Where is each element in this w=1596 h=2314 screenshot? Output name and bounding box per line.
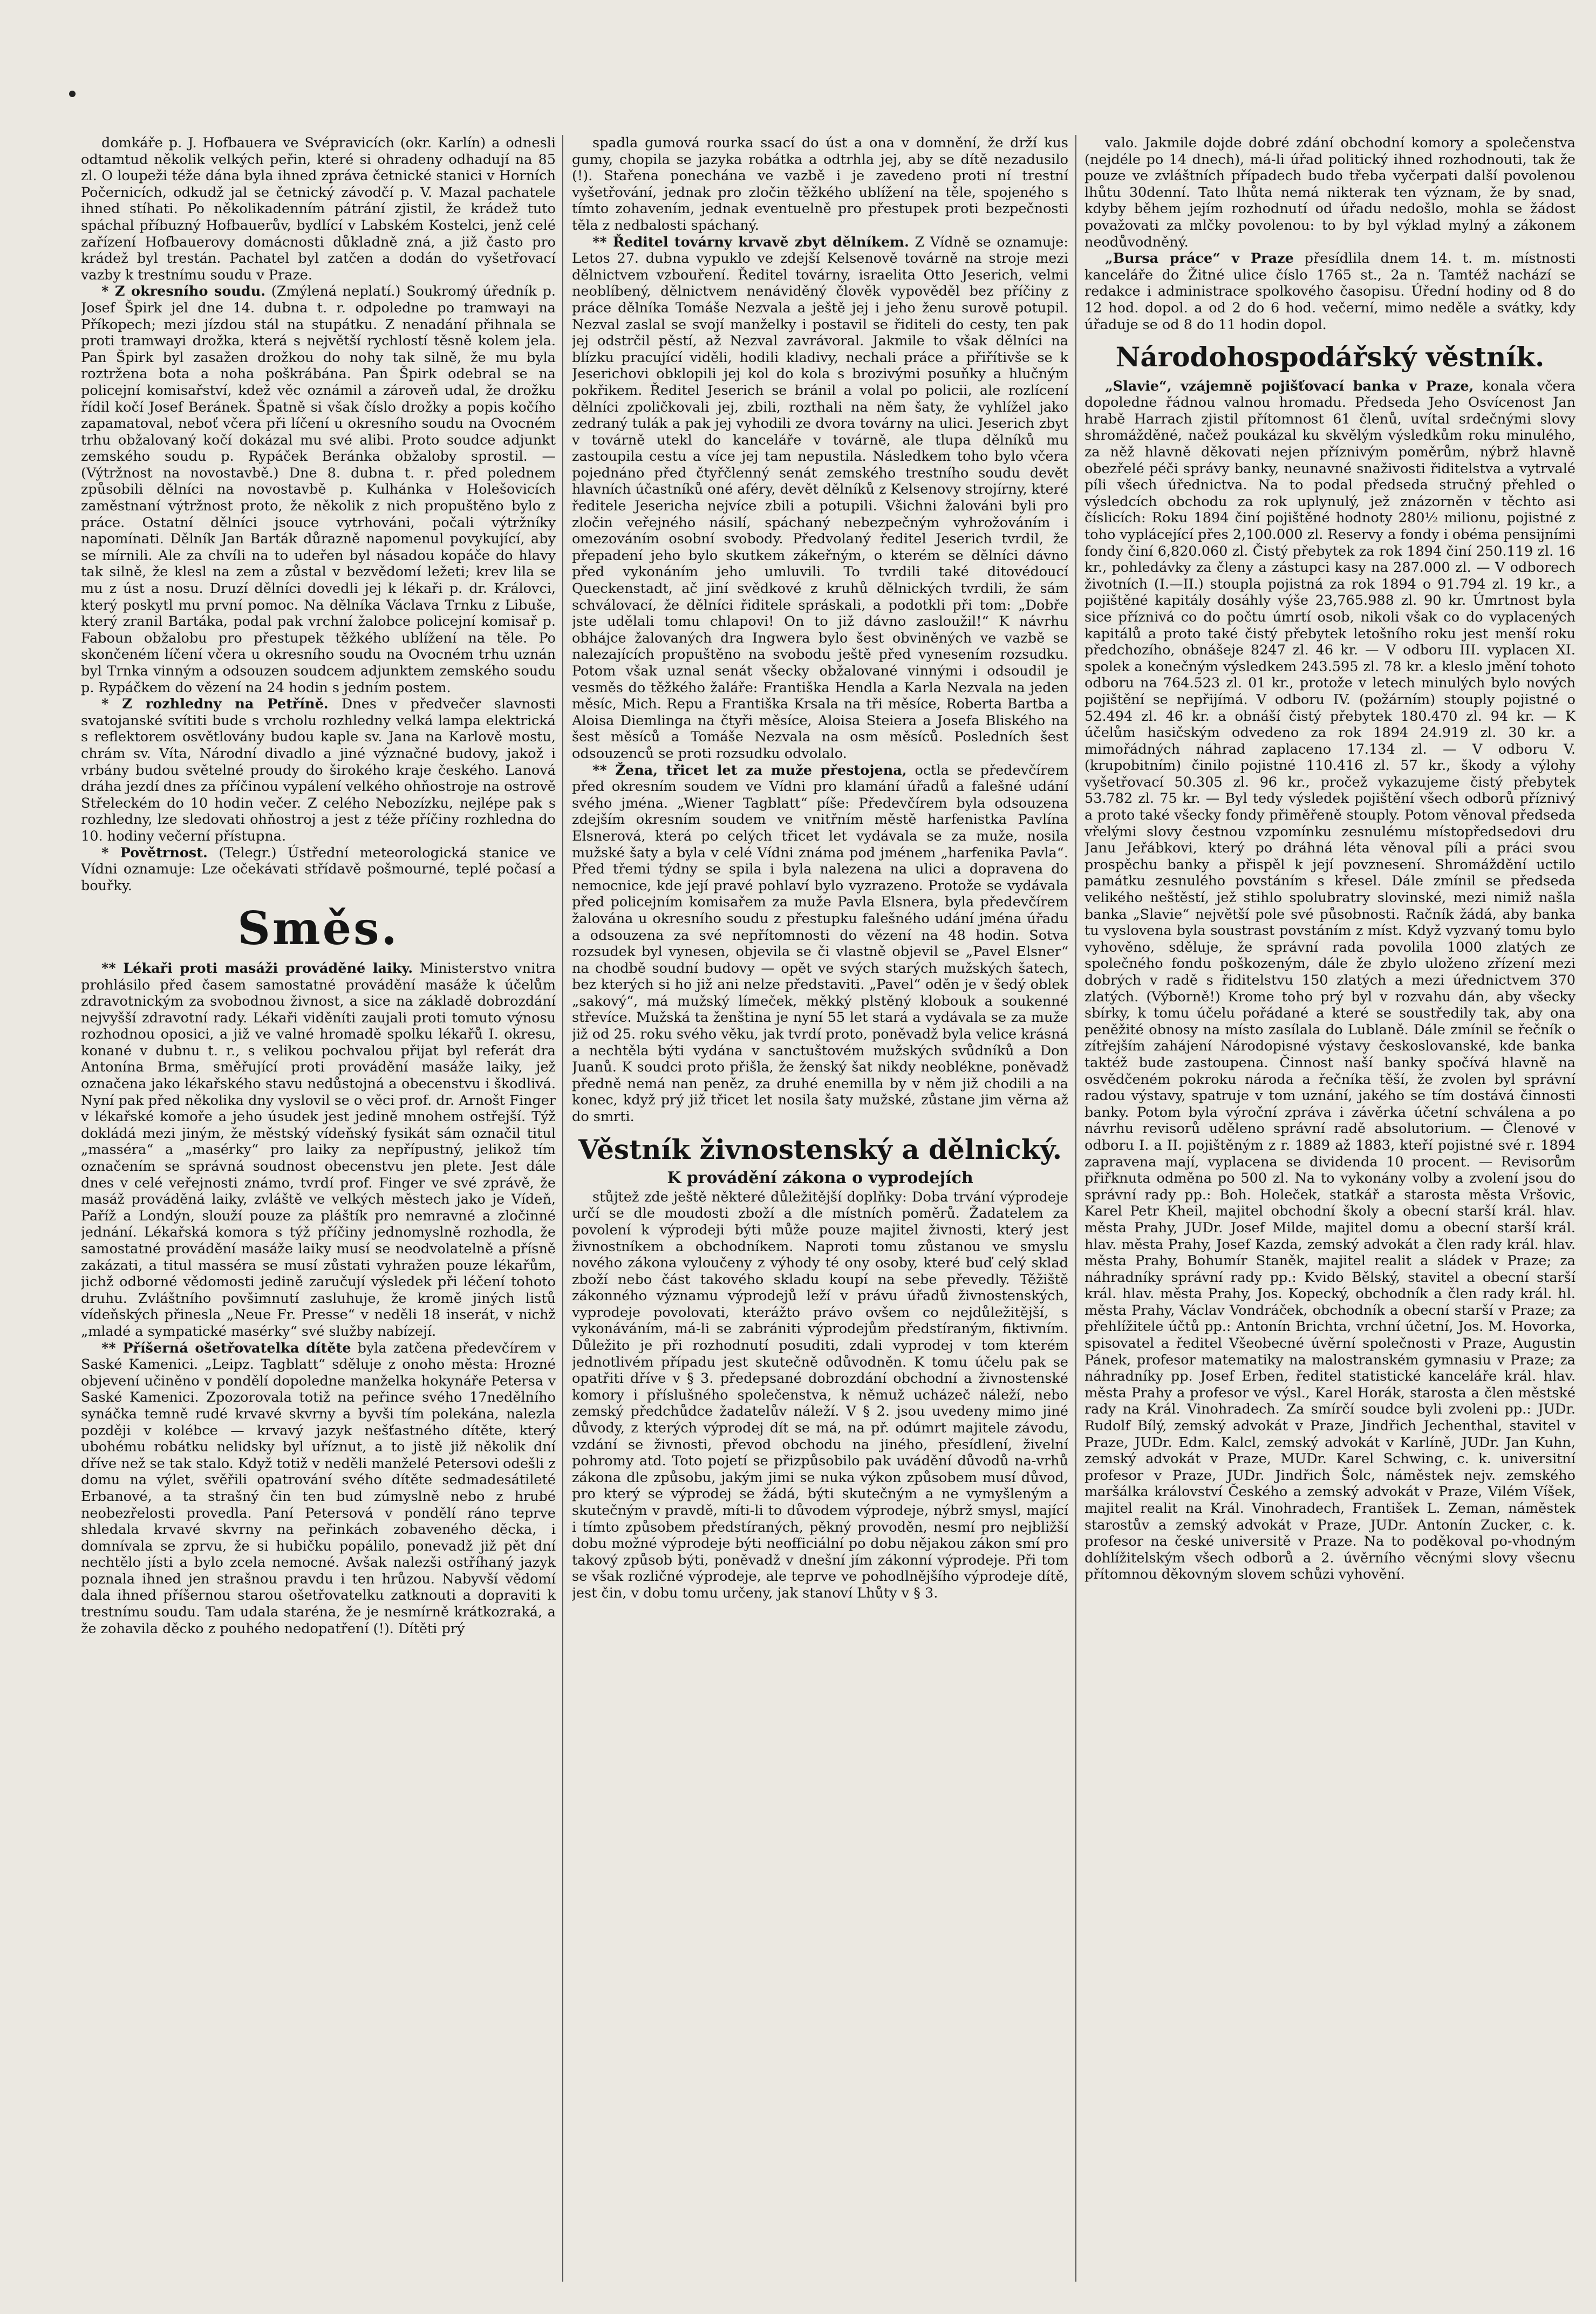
article-title: ** Příšerná ošetřovatelka dítěte xyxy=(101,1340,351,1356)
article-woman-as-man xyxy=(572,762,1068,1125)
article-title: * Z okresního soudu. xyxy=(101,283,266,300)
article-nurse-continued: spadla gumová rourka ssací do úst a ona v domnění, že drží kus gumy, chopila se jazyka robátka a odtrhla jej, aby se dítě nezadusilo (!). Stařena ponechána ve vazbě i je zavedeno proti ní trestní vyšetřování, jednak pro zločin těžkého ublížení na těle, spojeného s tímto zohavením, jednak eventuelně pro přestupek proti bezpečnosti těla z nedbalosti spáchaný. xyxy=(572,135,1068,234)
article-body: přesídlila dnem 14. t. m. místnosti kanceláře do Žitné ulice číslo 1765 st., 2a n. Tamtéž nachází se redakce i administrace spolkového časopisu. Úřední hodiny od 8 do 12 hod. dopol. a od 2 do 6 hod. večerní, mimo neděle a svátky, kdy úřaduje se od 8 do 11 hodin dopol. xyxy=(1085,250,1575,333)
article-petrin-tower xyxy=(81,696,556,844)
article-title: * Povětrnost. xyxy=(101,844,208,861)
article-body: (Telegr.) Ústřední meteorologická stanice ve Vídni oznamuje: Lze očekávati střídavě pošmourné, teplé počasí a bouřky. xyxy=(81,844,556,894)
column-rule-right xyxy=(1075,135,1076,2282)
section-heading-smes: Směs. xyxy=(237,902,399,955)
column-left xyxy=(81,135,556,2282)
article-title: „Slavie“, vzájemně pojišťovací banka v Praze, xyxy=(1105,378,1474,394)
article-body: konala včera dopoledne řádnou valnou hromadu. Předseda Jeho Osvícenost Jan hrabě Harrach zjistil přítomnost 61 členů, uvítal srdečnými slovy shromážděné, načež poukázal ku skvělým výsledkům roku minulého, za něž hlavně děkovati nejen příznivým poměrům, nýbrž hlavně obezřelé péči správy banky, neunavné snaživosti řiditelstva a vytrvalé píli všech úřednictva. Na to podal předseda stručný přehled o výsledcích obchodu za rok uplynulý, jež znázorněn v těchto asi číslicích: Roku 1894 činí pojištěné hodnoty 280½ milionu, pojistné z toho vyplácející přes 2,100.000 zl. Reservy a fondy i obéma pensijními fondy činí 6,820.060 zl. Čistý přebytek za rok 1894 činí 250.119 zl. 16 kr., pohledávky za členy a zástupci kasy na 287.000 zl. — V odborech životních (I.—II.) stoupla pojistná za rok 1894 o 91.794 zl. 19 kr., a pojištěné kapitály dosáhly výše 23,765.988 zl. 90 kr. Úmrtnost byla sice příznivá co do počtu úmrtí osob, nikoli však co do vyplacených kapitálů a proto také čistý přebytek letošního roku jest menší roku předchozího, obnášeje 8247 zl. 46 kr. — V odboru III. vyplacen XI. spolek a konečným výsledkem 243.595 zl. 78 kr. a kleslo jmění tohoto odboru na 764.523 zl. 01 kr., protože v letech minulých bylo nových pojištění se nepřijímá. V odboru IV. (požárním) stouply pojistné o 52.494 zl. 46 kr. a obnáší čistý přebytek 180.470 zl. 94 kr. — K účelům hasičským odvedeno za rok 1894 24.919 zl. 30 kr. a mimořádných náhrad zaplaceno 17.134 zl. — V odboru V. (krupobitním) činilo pojistné 110.416 zl. 57 kr., škody a výlohy vyšetřovací 50.305 zl. 96 kr., pročež vykazujeme čistý přebytek 53.782 zl. 75 kr. — Byl tedy výsledek pojištění všech odborů příznivý a proto také všecky fondy přiměřeně stouply. Potom věnoval předseda vřelými slovy čestnou vzpomínku zesnulému místopředsedovi dru Janu Jeřábkovi, který po dráhná léta věnoval píli a práci svou prospěchu banky a přispěl k její povznesení. Shromáždění uctilo památku zesnulého povstáním s křesel. Dále zmínil se předseda velikého neštěstí, jež stihlo spolubratry slovinské, mezi nimiž našla banka „Slavie“ největší pole své působnosti. Račník žádá, aby banka tu vyslovena byla soustrast povstáním z míst. Když vyzvaný tomu bylo vyhověno, sděluje, že správní rada povolila 1000 zlatých ze společného fondu poškozeným, dále že zbylo uloženo zřízení mezi dobrých v radě s řiditelstvu 150 zlatých a mezi úřednictvem 370 zlatých. (Výborně!) Krome toho prý byl v rozvahu dán, aby všecky sbírky, k tomu účelu pořádané a které se soustředily tak, aby ona peněžité obnosy na místo zasílala do Lublaně. Dále zmínil se řečník o zítřejším zahájení Národopisné výstavy českoslovanské, kde banka taktéž bude zastoupena. Činnost naší banky spočívá hlavně na osvědčeném pokroku národa a řečníka těší, že zvolen byl správní radou výstavy, spatruje v tom uznání, jakého se tím dostává činnosti banky. Potom byla výroční zpráva i závěrka účetní schválena a po návrhu revisorů uděleno správní radě absolutorium. — Členové v odboru I. a II. pojištěným z r. 1889 až 1883, kteří pojistné své r. 1894 zapravena mají, vyplacena se dividenda 10 procent. — Revisorům přiřknuta odměna po 500 zl. Na to vykonány volby a zvolení jsou do správní rady pp.: Boh. Holeček, statkář a starosta města Vršovic, Karel Petr Kheil, majitel obchodní školy a obecní starší král. hlav. města Prahy, JUDr. Josef Milde, majitel domu a obecní starší král. hlav. města Prahy, Josef Kazda, zemský advokát a člen rady král. hlav. města Prahy, Bohumír Staněk, majitel realit a sládek v Praze; za náhradníky správní rady pp.: Kvido Bělský, stavitel a obecní starší král. hlav. města Prahy, Jos. Kopecký, obchodník a člen rady král. hl. města Prahy, Václav Vondráček, obchodník a obecní starší v Praze; za přehlížitele účtů pp.: Antonín Brichta, vrchní účetní, Jos. M. Hovorka, spisovatel a ředitel Všeobecné úvěrní společnosti v Praze, Augustin Pánek, profesor matematiky na malostranském gymnasiu v Praze; za náhradníky pp. Josef Erben, ředitel statistické kanceláře král. hlav. města Prahy a profesor ve výsl., Karel Horák, starosta a člen městské rady na Král. Vinohradech. Za smírčí soudce byli zvoleni pp.: JUDr. Rudolf Bílý, zemský advokát v Praze, Jindřich Jechenthal, stavitel v Praze, JUDr. Edm. Kalcl, zemský advokát v Karlíně, JUDr. Jan Kuhn, zemský advokát v Praze, MUDr. Karel Schwing, c. k. universitní profesor v Praze, JUDr. Jindřich Šolc, náměstek nejv. zemského maršálka království Českého a zemský advokát v Praze, Vilém Víšek, majitel realit na Král. Vinohradech, František L. Zeman, náměstek starostův a zemský advokát v Praze, JUDr. Antonín Zucker, c. k. profesor na české universitě v Praze. Na to poděkoval po-vhodným dohlížitelským všech odborů a 2. úvěrního věcnými slovy všecnu přítomnou děkovným slovem schůzi vyhovění. xyxy=(1085,378,1575,1583)
article-body: Dnes v předvečer slavnosti svatojanské svítiti bude s vrcholu rozhledny velká lampa elektrická s reflektorem osvětlovány budou kaple sv. Jana na Karlově mostu, chrám sv. Víta, Národní divadlo a jiné význačné budovy, jakož i vrbány budou světelné proudy do širokého kraje českého. Lanová dráha jezdí dnes za příčinou vypálení velkého ohňostroje na ostrově Střeleckém do 10 hodin večer. Z celého Nebozízku, nejlépe pak s rozhledny, lze sledovati ohňostroj a jest z téže příčiny rozhledna do 10. hodiny večerní přístupna. xyxy=(81,696,556,844)
article-slavie-bank xyxy=(1085,378,1575,1583)
article-bursa-prace xyxy=(1085,250,1575,333)
article-sales-law: stůjtež zde ještě některé důležitější doplňky: Doba trvání výprodeje určí se dle moudosti zboží a dle místních poměrů. Žadatelem za povolení k výprodeji býti může pouze majitel živnosti, který jest živnostníkem a obchodníkem. Naproti tomu zůstanou ve smyslu nového zákona vyloučeny z výhody té ony osoby, které buď celý sklad zboží nebo část takového skladu koupí na sebe převedly. Těžiště zákonného významu výprodejů leží v právu úřadů živnostenských, vyprodeje povolovati, kterážto právo ovšem co nejdůležitější, s vykonáváním, má-li se zabrániti výprodejům předstíraným, fiktivním. Důležito je při rozhodnutí posuditi, zdali vyprodej v tom kterém jednotlivém případu jest skutečně odůvodněn. K tomu účelu pak se opatřiti dříve v § 3. předepsané dobrozdání obchodní a živnostenské komory i příslušného společenstva, k němuž ucházeč náleží, nebo zemský předchůdce žadatelův náleží. V § 2. jsou uvedeny mimo jiné důvody, z kterých výprodej dít se má, na př. odúmrt majitele závodu, vzdání se živnosti, převod obchodu na jiného, přesídlení, živelní pohromy atd. Toto pojetí se přizpůsobilo pak uvádění důvodů na-vrhů zákona dle způsobu, jakým jimi se nuka výkon způsobem musí důvod, pro který se výprodej se žádá, býti skutečným a ne vymyšleným a skutečným v pravdě, míti-li to důvodem výprodeje, nýbrž smysl, mající i tímto způsobem předstíraných, pěkný provoděn, nesmí pro nejbližší dobu možné výprodeje býti neofficiální po dobu nějakou zákon smí pro takový způsob býti, poněvadž v dnešní jím zákonní výprodeje. Při tom se však rozličné výprodeje, ale teprve ve pohodlnějšího výprodeje dítě, jest čin, v dobu tomu určeny, jak stanoví Lhůty v § 3. xyxy=(572,1189,1068,1601)
article-factory-director xyxy=(572,234,1068,762)
article-title: * Z rozhledny na Petříně. xyxy=(101,696,329,713)
article-title: ** Lékaři proti masáži prováděné laiky. xyxy=(101,960,413,977)
section-heading-vestnik: Věstník živnostenský a dělnický. xyxy=(578,1133,1062,1165)
article-body: (Zmýlená neplatí.) Soukromý úředník p. Josef Špirk jel dne 14. dubna t. r. odpoledne po tramwayi na Příkopech; mezi jízdou stál na stupátku. Z nenadání přihnala se proti tramwayi drožka, která s největší rychlostí těsně kolem jela. Pan Špirk byl zasažen drožkou do nohy tak silně, že mu byla roztržena bota a noha poškrábána. Pan Špirk odebral se na policejní komisařství, kdež věc oznámil a zároveň udal, že drožku řídil kočí Josef Beránek. Špatně si však číslo drožky a popis kočího zapamatoval, neboť včera při líčení u okresního soudu na Ovocném trhu obžalovaný kočí dokázal mu své alibi. Proto soudce adjunkt zemského soudu p. Rypáček Beránka obžaloby sprostil. — (Výtržnost na novostavbě.) Dne 8. dubna t. r. před polednem způsobili dělníci na novostavbě p. Kulhánka v Holešovicích zaměstnaní výtržnost proto, že několik z nich propuštěno bylo z práce. Ostatní dělníci jsouce vytrhováni, počali výtržníky napomínati. Dělník Jan Barták důrazně napomenul povykující, aby se mírnili. Ale za chvíli na to udeřen byl násadou kopáče do hlavy tak silně, že klesl na zem a zůstal v bezvědomí ležeti; krev lila se mu z úst a nosu. Druzí dělníci dovedli jej k lékaři p. dr. Královci, který poskytl mu první pomoc. Na dělníka Václava Trnku z Libuše, který zranil Bartáka, podal pak vrchní žalobce policejní komisař p. Faboun obžalobu pro přestupek těžkého ublížení na těle. Po skončeném líčení včera u okresního soudu na Ovocném trhu uznán byl Trnka vinným a odsouzen soudcem adjunktem zemského soudu p. Rypáčkem do vězení na 24 hodin s jedním postem. xyxy=(81,283,556,696)
subheading-sales-law: K provádění zákona o vyprodejích xyxy=(667,1169,973,1188)
article-body: Z Vídně se oznamuje: Letos 27. dubna vypuklo ve zdejší Kelsenově továrně na stroje mezi dělnictvem vzbouření. Ředitel továrny, israelita Otto Jeserich, velmi neoblíbený, dělnictvem nenáviděný člověk vypověděl bez příčiny z práce dělníka Tomáše Nezvala a ještě jej i jeho ženu surově potupil. Nezval zaslal se svojí manželky i postavil se řiditeli do cesty, ten pak jej odstrčil pěstí, až Nezval zavrávoral. Jakmile to však dělníci na blízku pracující viděli, hodili kladivy, nechali práce a přiřítivše se k Jeserichovi obklopili jej kol do kola s brozivými posuňky a hlučným pokřikem. Ředitel Jeserich se bránil a volal po policii, ale rozlícení dělníci zpoličkovali jej, zbili, rozthali na něm šaty, že vyhlížel jako zedraný tulák a pak jej vyhodili ze dvora továrny na ulici. Jeserich zbyt v továrně utekl do kanceláře v továrně, ale tlupa dělníků mu zastoupila cestu a více jej tam nepustila. Následkem toho bylo včera pojednáno před čtyřčlenný senát zemského trestního soudu devět hlavních účastníků oné aféry, devět dělníků z Kelsenovy strojírny, které ředitele Jesericha nejvíce zbili a potupili. Všichni žalováni byli pro zločin veřejného násilí, spáchaný nebezpečným vyhrožováním i omezováním osobní svobody. Předvolaný ředitel Jeserich tvrdil, že přepadení jeho bylo skutkem zákeřným, o kterém se dělníci dávno před vykonáním jeho umluvili. To tvrdili také ditovédoucí Queckenstadt, ač jiní svědkové z kruhů dělnických tvrdili, že sám schválovací, že dělníci řiditele spráskali, a podotkli při tom: „Dobře jste udělali tomu chlapovi! On to již dávno zasloužil!“ K návrhu obhájce žalovaných dra Ingwera bylo šest obviněných ve vazbě se nalezajících propuštěno na svobodu ještě před vynesením rozsudku. Potom však uznal senát všecky obžalované vinnými i odsoudil je vesměs do těžkého žaláře: Františka Hendla a Karla Nezvala na jeden měsíc, Mich. Repu a Františka Krsala na tři měsíce, Roberta Bartba a Aloisa Diemlinga na čtyři měsíce, Aloisa Steiera a Josefa Bliského na šest měsíců a Tomáše Nezvala na osm měsíců. Posledních šest odsouzenců se proti rozsudku odvolalo. xyxy=(572,234,1068,762)
article-title: „Bursa práce“ v Praze xyxy=(1105,250,1294,267)
article-district-court xyxy=(81,283,556,696)
article-body: octla se předevčírem před okresním soudem ve Vídni pro klamání úřadů a falešné udání svého jména. „Wiener Tagblatt“ píše: Předevčírem byla odsouzena zdejším okresním soudem ve vnitřním městě harfenistka Pavlína Elsnerová, která po celých třicet let vydávala se za muže, nosila mužské šaty a byla v celé Vídni známa pod jménem „harfenika Pavla“. Před třemi týdny se spila i byla nalezena na ulici a dopravena do nemocnice, kde její pravé pohlaví bylo vyzrazeno. Protože se vydávala před policejním komisařem za muže Pavla Elsnera, byla předevčírem žalována u okresního soudu z přestupku falešného udání jména úřadu a odsouzena za své nepřítomnosti do vězení na 48 hodin. Sotva rozsudek byl vynesen, objevila se či vlastně objevil se „Pavel Elsner“ na chodbě soudní budovy — opět ve svých starých mužských šatech, bez kterých si ho již ani nelze představiti. „Pavel“ oděn je v šedý oblek „sakový“, má mužský límeček, měkký plstěný klobouk a soukenné střevíce. Mužská ta ženština je nyní 55 let stará a vydávala se za muže již od 25. roku svého věku, jak tvrdí proto, poněvadž byla velice krásná a nechtěla býti vydána v sanctuštovém mužských svůdníků a Don Juanů. K soudci proto přišla, že ženský šat nikdy neoblékne, poněvadž předně nemá nan peněz, za druhé enemilla by v něm již chodili a na konec, když prý již třicet let nosila šaty mužské, zůstane jim věrna až do smrti. xyxy=(572,762,1068,1125)
column-rule-left xyxy=(562,135,563,2282)
article-body: byla zatčena předevčírem v Saské Kamenici. „Leipz. Tagblatt“ sděluje z onoho města: Hrozné objevení učiněno v pondělí dopoledne manželka hokynáře Petersa v Saské Kamenici. Zpozorovala totiž na peřince svého 17nedělního synáčka temně rudé krvavé skvrny a byvši tím polekána, nalezla později v kolébce — krvavý jazyk nešťastného dítěte, který ubohému robátku nelidsky byl uříznut, a to jistě již několik dní dříve než se tak stalo. Když totiž v neděli manželé Petersovi odešli z domu na výlet, svěřili opatrování svého dítěte sedmadesátileté Erbanové, a ta strašný čin ten bud zúmyslně nebo z hrubé neobezřelosti provedla. Paní Petersová v pondělí ráno teprve shledala krvavé skvrny na peřinkách zobaveného děcka, i domnívala se zprvu, že si hubičku popálilo, ponevadž již pět dní nechtělo jísti a bylo zcela nemocné. Avšak nalezši ostříhaný jazyk poznala ihned jen strašnou pravdu i ten hrůzou. Nabyvší vědomí dala ihned příšernou starou ošetřovatelku zatknouti a dopraviti k trestnímu soudu. Tam udala staréna, že je nesmírně krátkozraká, a že zohavila děcko z pouhého nedopatření (!). Dítěti prý xyxy=(81,1340,556,1637)
page-dot-mark xyxy=(69,91,76,97)
article-body: Ministerstvo vnitra prohlásilo před časem samostatné provádění masáže k účelům zdravotnickým za svobodnou živnost, a sice na základě dobrozdání nejvyšší zdravotní rady. Lékaři viděníti zaujali proti tomuto výnosu rozhodnou oposici, a již ve valné hromadě spolku lékařů I. okresu, konané v dubnu t. r., s velikou pochvalou přijat byl referát dra Antonína Brma, směřující proti provádění masáže laiky, jež označena jako lékařského stavu nedůstojná a obecenstvu i škodlivá. Nyní pak před několika dny vyslovil se o věci prof. dr. Arnošt Finger v lékařské komoře a jeho úsudek jest jedině mnohem ostřejší. Týž dokládá mezi jiným, že městský vídeňský fysikát sám označil titul „masséra“ a „masérky“ pro laiky za nepřípustný, jelikož tím označením se správná soudnost obecenstvu jen plete. Jest dále dnes v celé veřejnosti známo, tvrdí prof. Finger ve své zprávě, že masáž prováděná laiky, zvláště ve velkých městech jako je Vídeň, Paříž a Londýn, slouží pouze za pláštík pro nemravné a zločinné jednání. Lékařská komora s týž příčiny jednomyslně rozhodla, že samostatné provádění masáže laiky musí se neodvolatelně a přísně zakázati, a titul masséra se musí zůstati vyhražen pouze lékařům, jichž odborné vědomosti jedině zaručují výsledek při léčení tohoto druhu. Zvláštního povšimnutí zasluhuje, že kromě jiných listů vídeňských přinesla „Neue Fr. Presse“ v neděli 18 inserát, v nichž „mladé a sympatické masérky“ své služby nabízejí. xyxy=(81,960,556,1340)
section-heading-narodohospodarsky: Národohospodářský věstník. xyxy=(1115,341,1545,373)
column-right xyxy=(1085,135,1575,2282)
column-middle xyxy=(572,135,1068,2282)
article-sales-law-continued: valo. Jakmile dojde dobré zdání obchodní komory a společenstva (nejdéle po 14 dnech), má-li úřad politický ihned rozhodnouti, tak že pouze ve zvláštních případech budo třeba vyčerpati další povolenou lhůtu 30denní. Tato lhůta nemá nikterak ten význam, že by snad, kdyby během jejím rozhodnutí od úřadu nedošlo, mohla se žádost považovati za mlčky povolenou: to by byl výklad mylný a zákonem neodůvodněný. xyxy=(1085,135,1575,250)
article-nurse xyxy=(81,1340,556,1637)
article-title: ** Žena, třicet let za muže přestojena, xyxy=(592,762,907,779)
article-theft-report: domkáře p. J. Hofbauera ve Svépravicích (okr. Karlín) a odnesli odtamtud několik velkých peřin, které si ohradeny odhadují na 85 zl. O loupeži téže dána byla ihned zpráva četnické stanici v Horních Počernicích, odkudž jal se četnický závodčí p. V. Mazal pachatele ihned stíhati. Po několikadenním pátrání zjistil, že krádež tuto spáchal příbuzný Hofbauerův, bydlící v Labském Kostelci, jenž celé zařízení Hofbauerovy domácnosti důkladně zná, a již často pro krádež byl trestán. Pachatel byl zatčen a dodán do vyšetřovací vazby k trestnímu soudu v Praze. xyxy=(81,135,556,283)
article-title: ** Ředitel továrny krvavě zbyt dělníkem. xyxy=(592,234,909,250)
article-massage-doctors xyxy=(81,960,556,1340)
article-weather xyxy=(81,845,556,895)
